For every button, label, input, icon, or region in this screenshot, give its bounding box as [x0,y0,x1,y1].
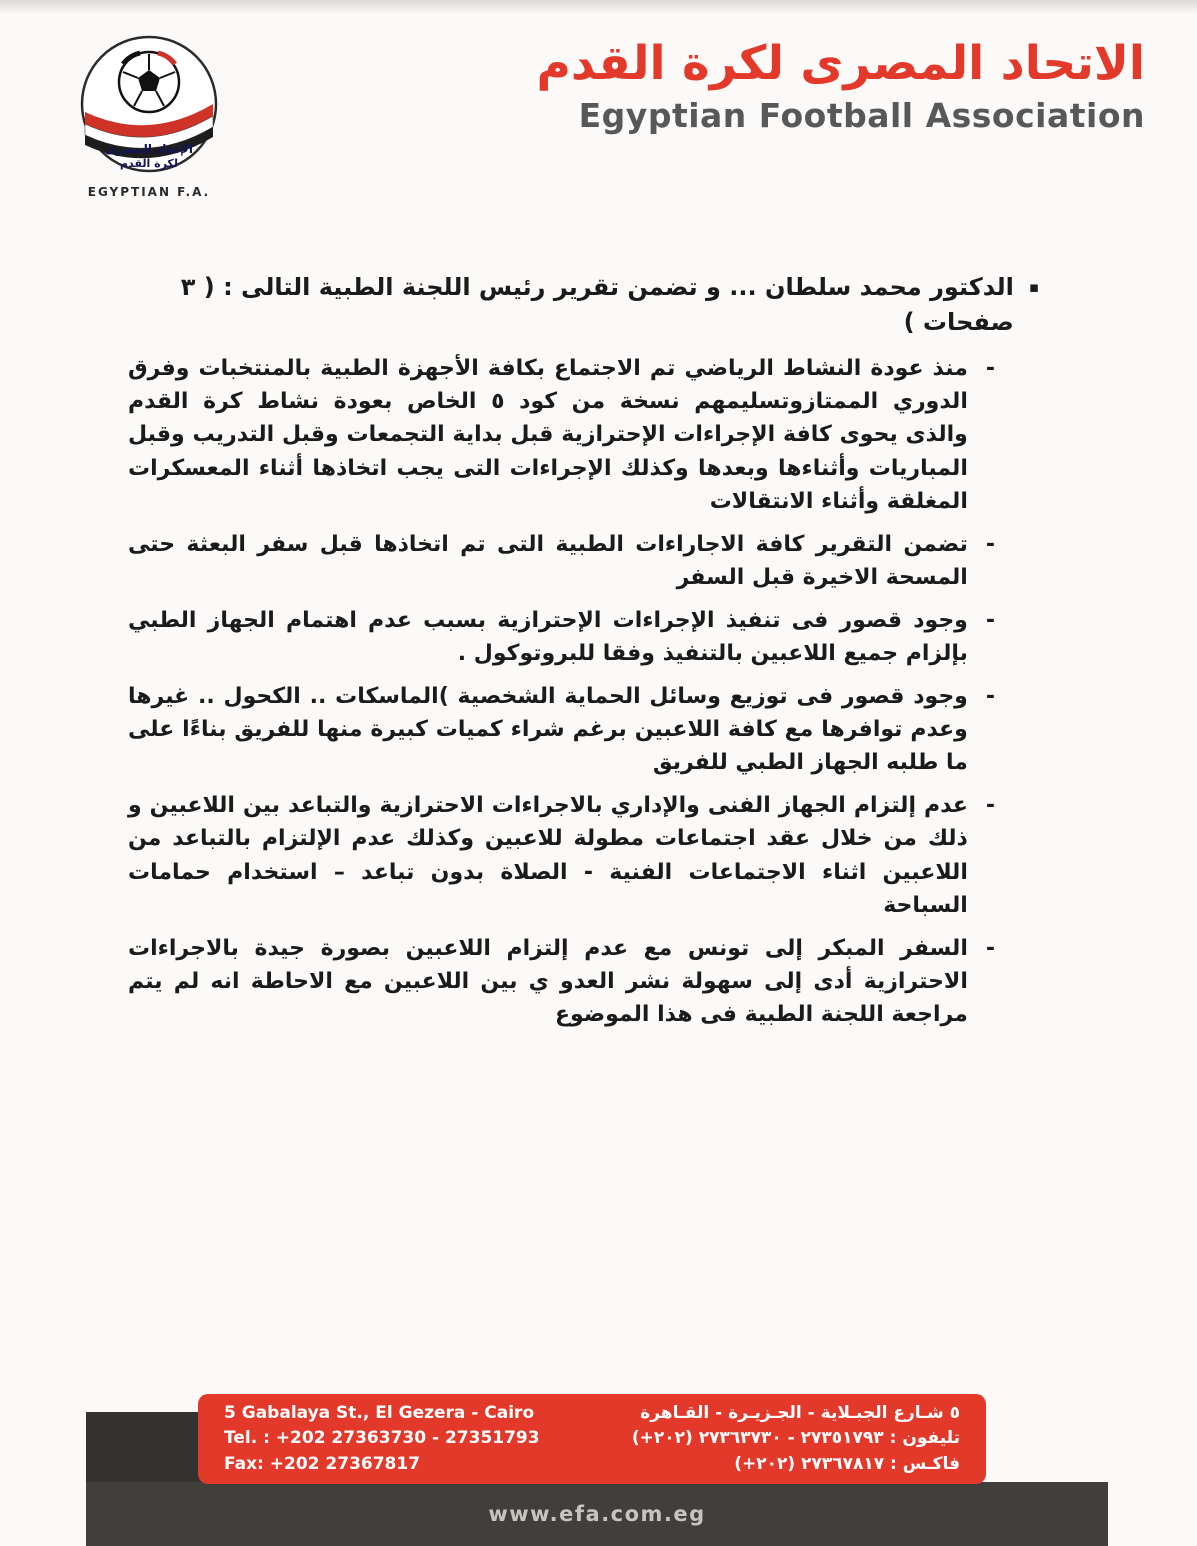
dash-marker: - [985,792,995,818]
dash-marker: - [985,355,995,381]
report-items [128,352,1039,1032]
list-item-text: السفر المبكر إلى تونس مع عدم إلتزام اللاعبين بصورة جيدة بالاجراءات الاحترازية أدى إلى سهولة نشر العدو ي بين اللاعبين مع الاحاطة انه لم يتم مراجعة اللجنة الطبية فى هذا الموضوع [128,935,968,1028]
list-item-text: عدم إلتزام الجهاز الفنى والإداري بالاجراءات الاحترازية والتباعد بين اللاعبين و ذلك من خلال عقد اجتماعات مطولة للاعبين وكذلك عدم الإلتزام بالتباعد من اللاعبين اثناء الاجتماعات الفنية - الصلاة بدون تباعد – استخدام حمامات السباحة [128,792,968,919]
list-item-text: وجود قصور فى تنفيذ الإجراءات الإحترازية بسبب عدم اهتمام الجهاز الطبي بإلزام جميع اللاعبين بالتنفيذ وفقا للبروتوكول . [128,607,968,667]
square-bullet-icon: ▪ [1028,278,1039,296]
report-heading-text: الدكتور محمد سلطان ... و تضمن تقرير رئيس اللجنة الطبية التالى : ( ٣ صفحات ) [180,273,1014,336]
logo-text-english: EGYPTIAN F.A. [87,185,211,199]
dash-marker: - [985,531,995,557]
footer-fax-ar: فاكـس : ٢٧٣٦٧٨١٧ (٢٠٢+) [734,1453,960,1474]
footer-website-bar [86,1482,1108,1546]
list-item-text: منذ عودة النشاط الرياضي تم الاجتماع بكافة الأجهزة الطبية بالمنتخبات وفرق الدوري الممتازوتسليمهم نسخة من كود ٥ الخاص بعودة نشاط كرة القدم والذى يحوى كافة الإجراءات الإحترازية قبل بداية التجمعات وقبل التدريب وقبل المباريات وأثناءها وبعدها وكذلك الإجراءات التى يجب اتخاذها أثناء المعسكرات المغلقة وأثناء الانتقالات [128,355,968,515]
letterhead [536,38,1145,135]
footer-fax-en: Fax: +202 27367817 [224,1453,421,1474]
report-heading [128,270,1039,340]
logo-text-arabic-2: لكرة القدم [120,157,178,170]
association-title-english: Egyptian Football Association [578,95,1145,135]
footer-address-english [224,1401,540,1478]
footer-tel-ar: تليفون : ٢٧٣٥١٧٩٣ - ٢٧٣٦٣٧٣٠ (٢٠٢+) [631,1428,960,1449]
footer-street-en: 5 Gabalaya St., El Gezera - Cairo [224,1402,535,1423]
efa-logo [60,20,238,210]
scan-edge-artifact [0,0,1197,14]
list-item [128,789,1039,923]
website-url: www.efa.com.eg [488,1502,706,1526]
dash-marker: - [985,607,995,633]
footer-tel-en: Tel. : +202 27363730 - 27351793 [224,1428,540,1449]
list-item [128,680,1039,780]
list-item [128,604,1039,671]
association-title-arabic: الاتحاد المصرى لكرة القدم [536,36,1145,91]
football-icon [119,52,179,112]
list-item [128,528,1039,595]
dash-marker: - [985,935,995,961]
list-item [128,352,1039,519]
list-item-text: وجود قصور فى توزيع وسائل الحماية الشخصية )الماسكات .. الكحول .. غيرها وعدم توافرها مع كافة اللاعبين برغم شراء كميات كبيرة منها للفريق بناءًا على ما طلبه الجهاز الطبي للفريق [128,683,968,776]
footer-contact-band [198,1394,986,1484]
list-item-text: تضمن التقرير كافة الاجاراءات الطبية التى تم اتخاذها قبل سفر البعثة حتى المسحة الاخيرة قبل السفر [128,531,968,591]
footer-street-ar: ٥ شـارع الجبـلاية - الجـزيـرة - القـاهرة [640,1402,960,1423]
footer-address-arabic [632,1401,960,1478]
list-item [128,932,1039,1032]
logo-text-arabic-1: الإتحاد المصرى [105,142,193,156]
document-body [128,270,1039,1041]
dash-marker: - [985,683,995,709]
